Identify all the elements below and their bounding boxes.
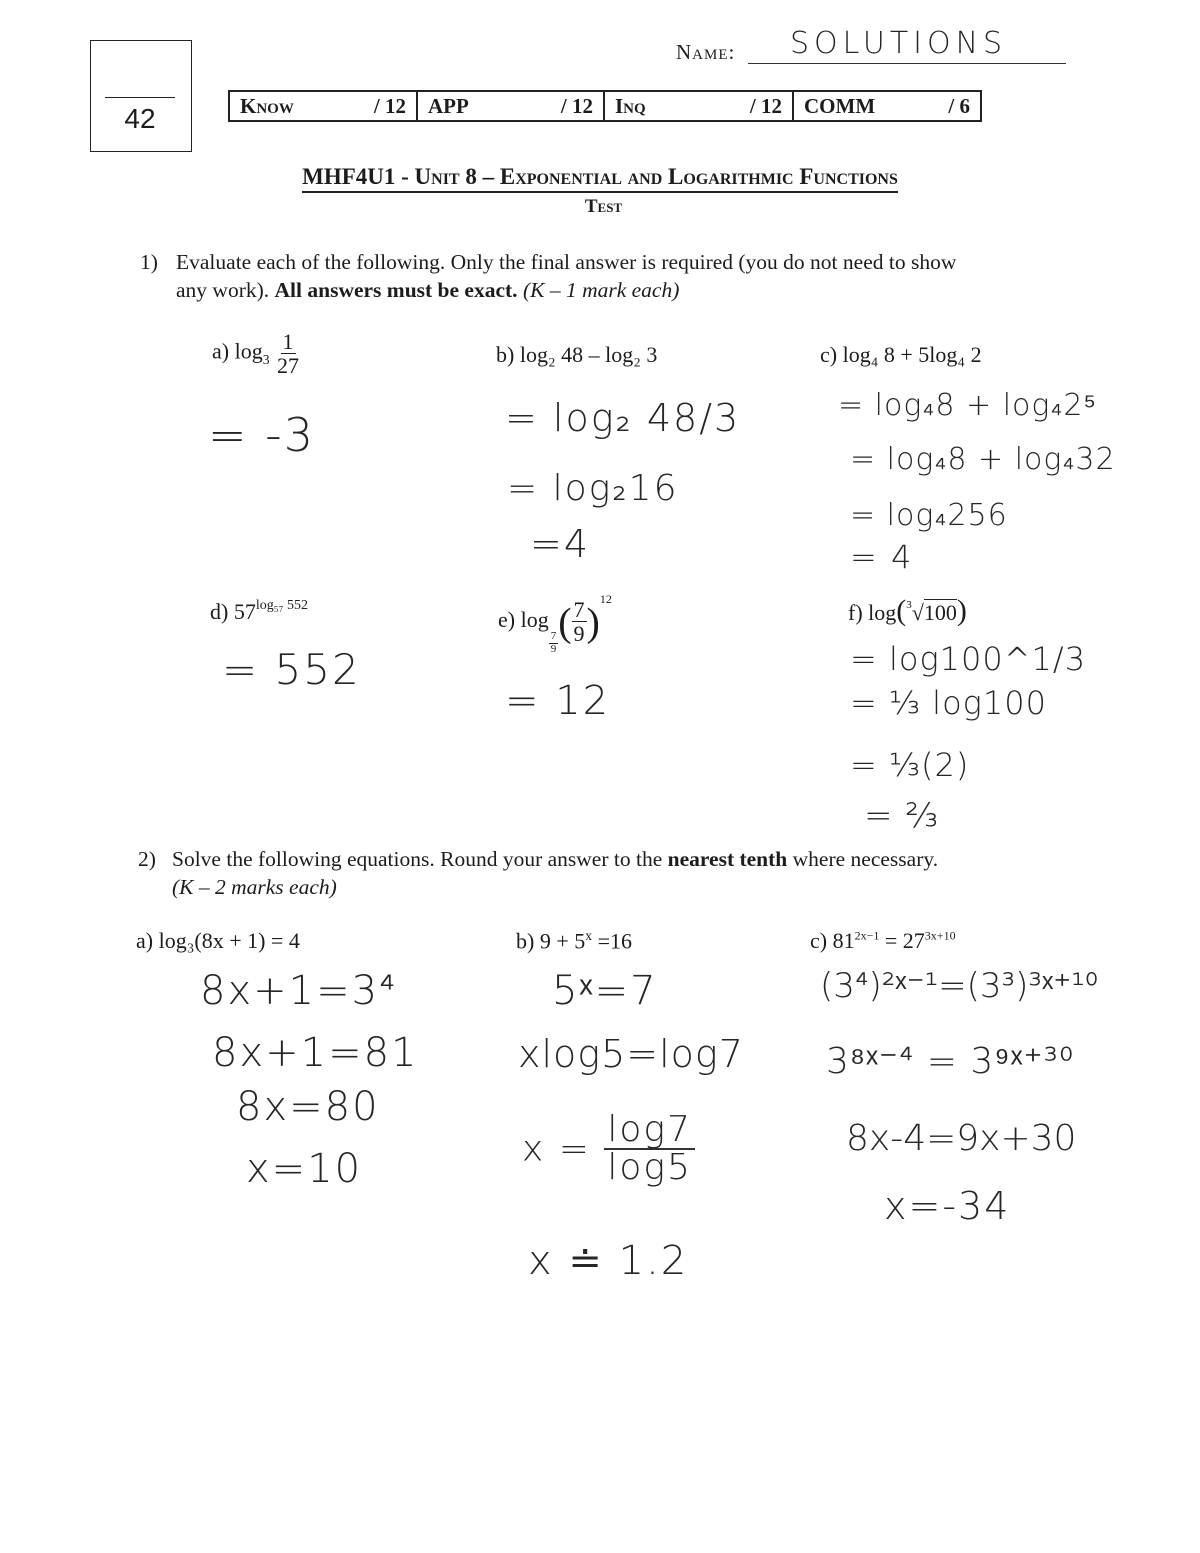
page-subtitle: Test: [584, 196, 623, 217]
q1c-work-1: = log₄8 + log₄2⁵: [838, 388, 1097, 423]
part-label: d): [210, 599, 229, 624]
q1-line-2: any work).: [176, 278, 270, 302]
part-label: c): [810, 928, 828, 953]
exponent: log₅₇ 552: [255, 598, 308, 613]
q2a-work-2: 8x+1=81: [212, 1030, 419, 1076]
q1-exact-note: All answers must be exact.: [274, 278, 518, 302]
base-right: 27: [902, 928, 925, 953]
log-word: log: [234, 338, 263, 364]
q1b-work-3: =4: [530, 522, 591, 566]
denominator: 9: [550, 642, 557, 655]
q2-marks-note: (K – 2 marks each): [172, 875, 337, 899]
category-label: Inq: [615, 93, 646, 118]
q1c-work-3: = log₄256: [850, 498, 1008, 533]
denominator: log5: [607, 1147, 692, 1188]
category-comm: [794, 92, 980, 120]
score-divider: [105, 97, 175, 98]
denominator: 9: [573, 621, 585, 647]
radical-icon: √: [911, 600, 924, 625]
category-marks: / 12: [560, 93, 593, 118]
category-marks: / 12: [749, 93, 782, 118]
expression: log₂ 48 – log₂ 3: [519, 342, 658, 367]
q1f-work-3: = ⅓(2): [850, 746, 970, 784]
equals: =: [879, 928, 903, 953]
part-label: b): [516, 928, 535, 954]
q1a-problem: [212, 330, 301, 377]
denominator: 27: [277, 353, 300, 379]
q1-marks-note: (K – 1 mark each): [522, 278, 680, 302]
expression: log₄ 8 + 5log₄ 2: [842, 342, 982, 367]
part-label: b): [496, 342, 515, 367]
radicand: 100: [923, 600, 957, 625]
fraction: [572, 598, 587, 645]
equation-left: 9 + 5: [539, 928, 586, 954]
fraction: [275, 330, 301, 377]
log-word: log: [520, 607, 549, 632]
exponent-left: 2x−1: [854, 928, 880, 943]
q1b-work-1: = log₂ 48/3: [505, 396, 741, 440]
q1f-problem: [848, 594, 967, 628]
score-box: [90, 40, 192, 152]
open-paren: (: [558, 599, 572, 645]
name-label: Name:: [676, 40, 736, 64]
numerator: 7: [573, 597, 585, 623]
q1e-problem: [498, 592, 612, 655]
q2-line-1: Solve the following equations. Round your answer to the: [172, 847, 663, 871]
category-label: COMM: [804, 93, 876, 118]
question-1-text: [176, 248, 1076, 304]
q1e-answer: = 12: [505, 678, 611, 724]
q2b-work-1: 5ˣ=7: [552, 968, 658, 1014]
q1f-work-2: = ⅓ log100: [850, 684, 1047, 722]
q2a-problem: [136, 928, 300, 954]
name-value: SOLUTIONS: [790, 26, 1008, 61]
part-label: c): [820, 342, 838, 367]
q2-line-1b: where necessary.: [792, 847, 939, 871]
category-label: Know: [240, 93, 294, 118]
numerator: log7: [604, 1112, 695, 1150]
q2b-problem: [516, 928, 632, 954]
exponent: x: [585, 928, 593, 943]
part-label: e): [498, 607, 516, 632]
log-base-fraction: [549, 631, 559, 655]
exponent-right: 3x+10: [924, 928, 956, 943]
q2b-work-4: x ≐ 1.2: [528, 1238, 689, 1284]
q1f-work-4: = ⅔: [864, 796, 940, 836]
equation-right: =16: [592, 928, 632, 954]
part-label: a): [136, 928, 154, 953]
category-know: [230, 92, 418, 120]
log-base: 3: [262, 352, 270, 368]
q2c-work-3: 8x-4=9x+30: [846, 1118, 1077, 1159]
q2c-work-1: (3⁴)²ˣ⁻¹=(3³)³ˣ⁺¹⁰: [820, 966, 1099, 1006]
part-label: f): [848, 600, 863, 625]
q2a-work-3: 8x=80: [236, 1084, 380, 1130]
equation: log₃(8x + 1) = 4: [158, 928, 300, 953]
title-block: [0, 164, 1200, 193]
q2c-work-4: x=-34: [884, 1184, 1011, 1228]
numerator: 1: [282, 329, 294, 354]
category-app: [418, 92, 605, 120]
close-paren: ): [586, 599, 600, 645]
close-paren: ): [956, 594, 967, 627]
root-index: 3: [906, 599, 912, 611]
fraction: [604, 1109, 695, 1188]
q2a-work-4: x=10: [246, 1146, 363, 1192]
q1c-work-2: = log₄8 + log₄32: [850, 442, 1116, 477]
q1d-answer: = 552: [222, 645, 361, 694]
base-left: 81: [832, 928, 855, 953]
category-label: APP: [428, 93, 469, 118]
q1c-problem: [820, 342, 982, 368]
q1f-work-1: = log100^1/3: [850, 640, 1087, 678]
q2c-problem: [810, 928, 956, 954]
question-2-number: 2): [138, 847, 156, 871]
power: 12: [599, 592, 612, 606]
log-word: log: [868, 600, 897, 625]
numerator: 7: [550, 630, 557, 642]
category-marks: / 6: [948, 93, 970, 118]
q1a-answer: = -3: [208, 408, 316, 462]
q2-rounding-note: nearest tenth: [667, 847, 788, 871]
page-title: MHF4U1 - Unit 8 – Exponential and Logarithmic Functions: [302, 164, 898, 193]
q1d-problem: [210, 598, 308, 625]
question-2-text: [172, 845, 1092, 901]
open-paren: (: [896, 594, 907, 627]
q2c-work-2: 3⁸ˣ⁻⁴ = 3⁹ˣ⁺³⁰: [826, 1041, 1075, 1082]
total-score: 42: [124, 103, 156, 134]
q1c-work-4: = 4: [850, 538, 914, 576]
q2b-work-3: [522, 1109, 695, 1188]
q1b-work-2: = log₂16: [507, 468, 679, 509]
category-marks: / 12: [373, 93, 406, 118]
category-inq: [605, 92, 794, 120]
category-marks-table: [228, 90, 982, 122]
question-1-number: 1): [140, 250, 158, 274]
name-underline: [748, 63, 1066, 64]
q2a-work-1: 8x+1=3⁴: [200, 968, 398, 1014]
q1b-problem: [496, 342, 657, 368]
variable-x: x =: [522, 1128, 591, 1170]
q2b-work-2: xlog5=log7: [518, 1032, 744, 1076]
base: 57: [233, 599, 256, 624]
q1-line-1: Evaluate each of the following. Only the final answer is required (you do not need to show: [176, 250, 957, 274]
part-label: a): [212, 338, 230, 364]
